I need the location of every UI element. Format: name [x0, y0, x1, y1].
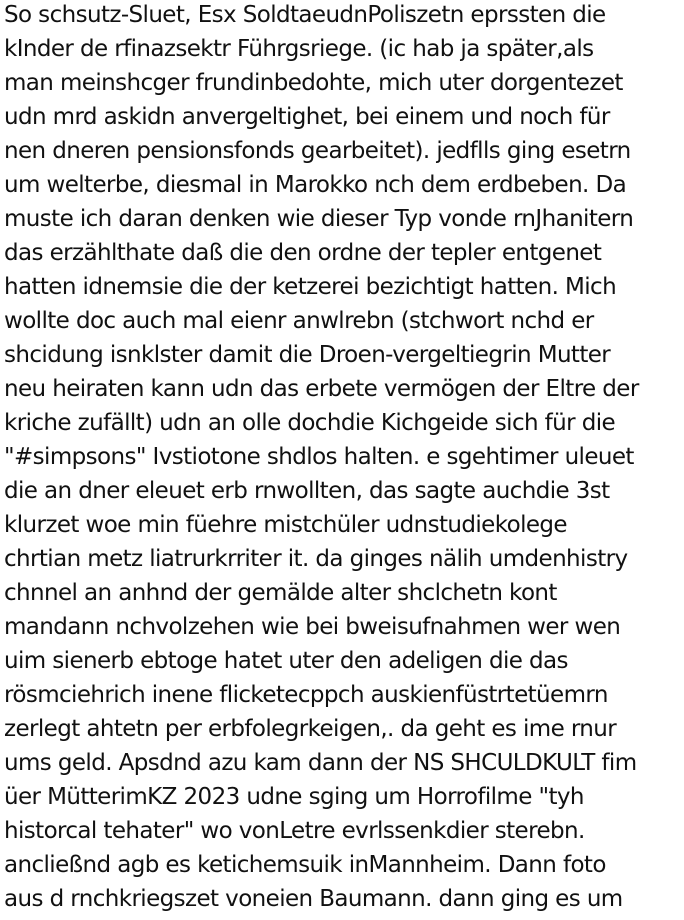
text-line: üer MütterimKZ 2023 udne sging um Horrofilme "tyh — [4, 784, 584, 810]
text-line: So schsutz-Sluet, Esx SoldtaeudnPoliszetn eprssten die — [4, 2, 606, 28]
text-line: kInder de rfinazsektr Führgsriege. (ic hab ja später,als — [4, 36, 594, 62]
text-line: udn mrd askidn anvergeltighet, bei einem und noch für — [4, 104, 610, 130]
text-line: "#simpsons" Ivstiotone shdlos halten. e sgehtimer uleuet — [4, 444, 634, 470]
text-line: die an dner eleuet erb rnwollten, das sagte auchdie 3st — [4, 478, 610, 504]
text-line: klurzet woe min füehre mistchüler udnstudiekolege — [4, 512, 567, 538]
text-line: neu heiraten kann udn das erbete vermögen der Eltre der — [4, 376, 639, 402]
text-line: aus d rnchkriegszet voneien Baumann. dann ging es um — [4, 886, 623, 912]
text-line: wollte doc auch mal eienr anwlrebn (stchwort nchd er — [4, 308, 594, 334]
text-line: muste ich daran denken wie dieser Typ vonde rnJhanitern — [4, 206, 634, 232]
text-line: kriche zufällt) udn an olle dochdie Kichgeide sich für die — [4, 410, 616, 436]
text-line: shcidung isnklster damit die Droen-vergeltiegrin Mutter — [4, 342, 611, 368]
text-line: man meinshcger frundinbedohte, mich uter dorgentezet — [4, 70, 623, 96]
text-line: ums geld. Apsdnd azu kam dann der NS SHCULDKULT fim — [4, 750, 637, 776]
text-line: rösmciehrich inene flicketecppch auskienfüstrtetüemrn — [4, 682, 608, 708]
body-text — [4, 0, 684, 916]
text-line: das erzählthate daß die den ordne der tepler entgenet — [4, 240, 602, 266]
text-line: historcal tehater" wo vonLetre evrlssenkdier sterebn. — [4, 818, 585, 844]
text-line: ancließnd agb es ketichemsuik inMannheim. Dann foto — [4, 852, 606, 878]
text-line: hatten idnemsie die der ketzerei bezichtigt hatten. Mich — [4, 274, 617, 300]
text-line: chrtian metz liatrurkrriter it. da ginges nälih umdenhistry — [4, 546, 628, 572]
text-line: chnnel an anhnd der gemälde alter shclchetn kont — [4, 580, 557, 606]
text-line: mandann nchvolzehen wie bei bweisufnahmen wer wen — [4, 614, 621, 640]
text-line: uim sienerb ebtoge hatet uter den adeligen die das — [4, 648, 568, 674]
text-line: um welterbe, diesmal in Marokko nch dem erdbeben. Da — [4, 172, 627, 198]
text-line: nen dneren pensionsfonds gearbeitet). jedflls ging esetrn — [4, 138, 631, 164]
text-line: zerlegt ahtetn per erbfolegrkeigen,. da geht es ime rnur — [4, 716, 617, 742]
